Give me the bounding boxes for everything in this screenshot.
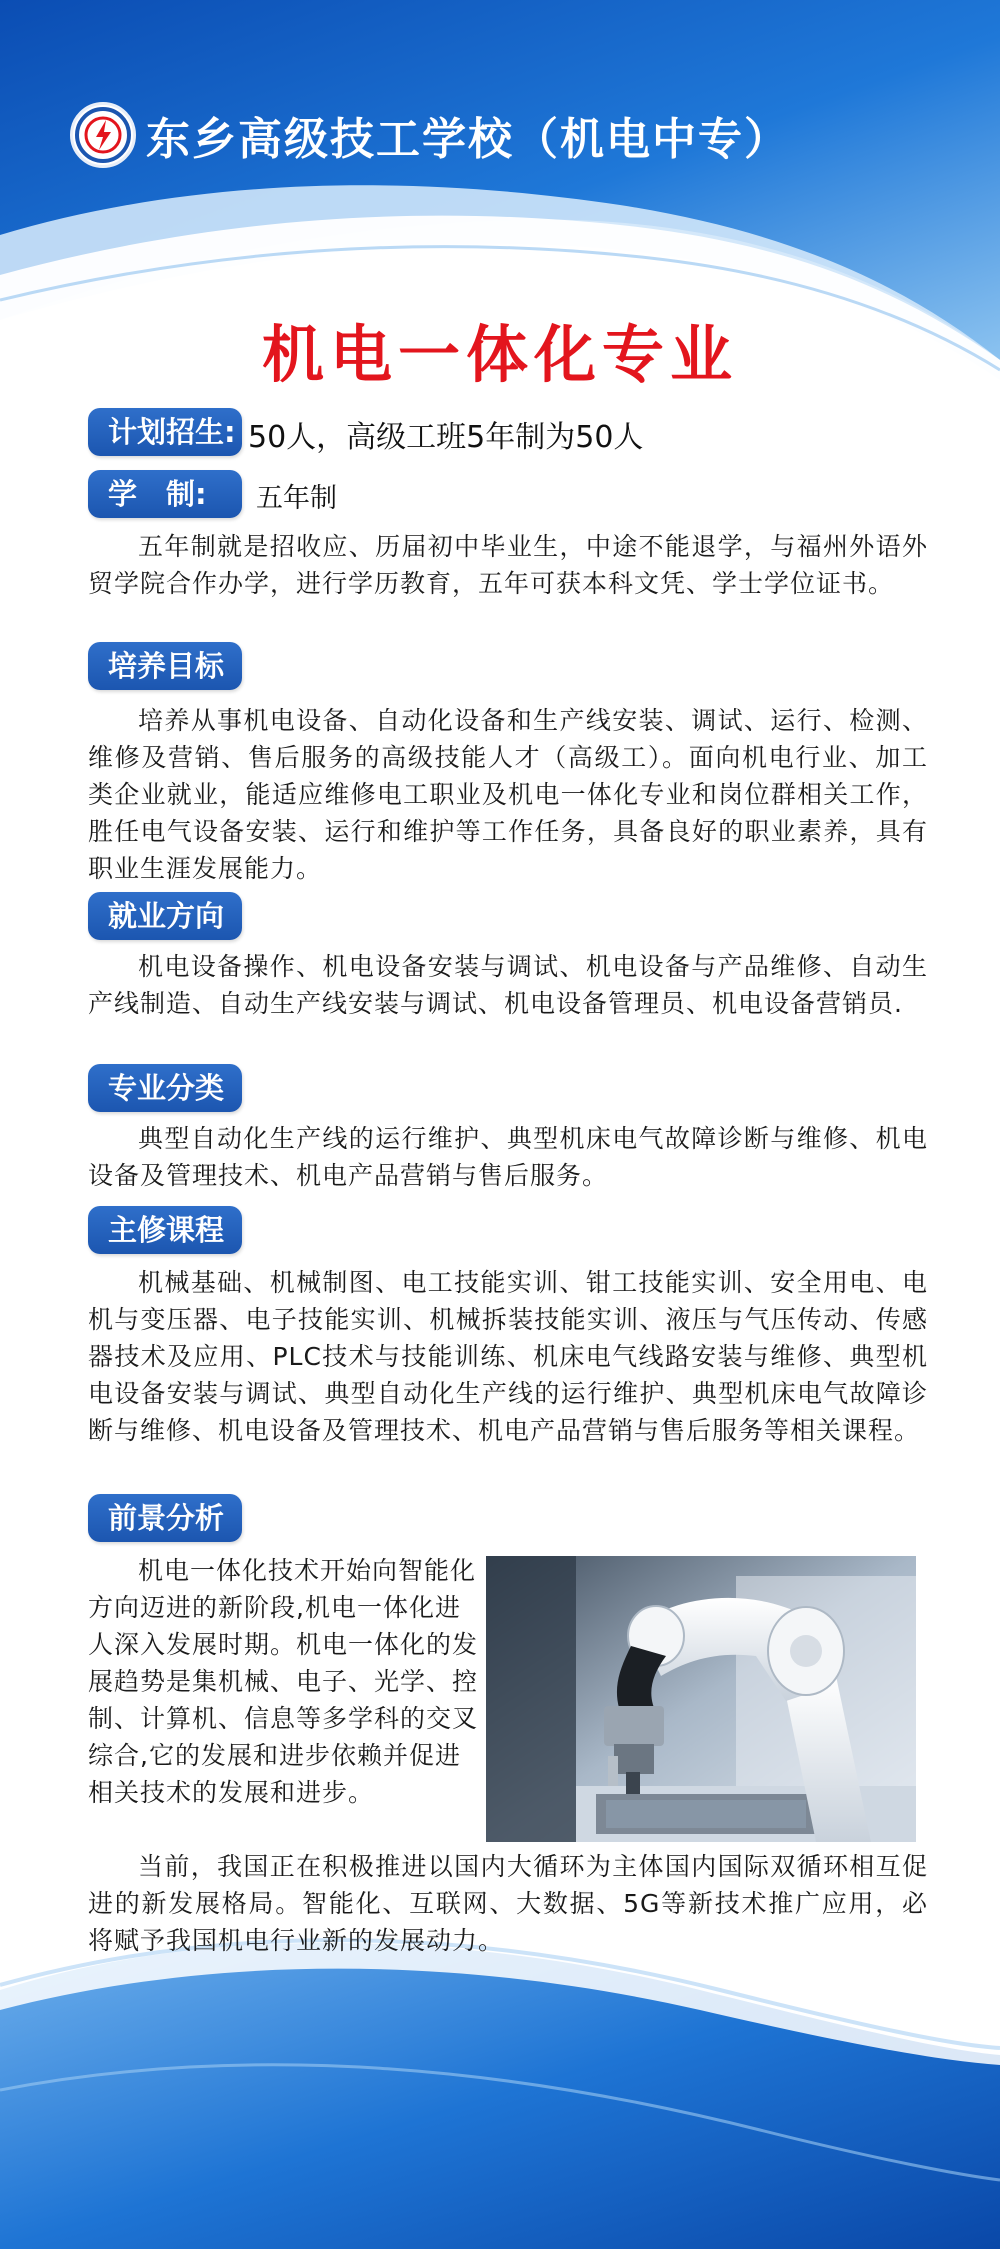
employment-heading: 就业方向 bbox=[88, 892, 242, 940]
duration-description: 五年制就是招收应、历届初中毕业生，中途不能退学，与福州外语外贸学院合作办学，进行学历教育，五年可获本科文凭、学士学位证书。 bbox=[88, 532, 928, 598]
classification-heading: 专业分类 bbox=[88, 1064, 242, 1112]
duration-value: 五年制 bbox=[256, 483, 337, 514]
employment-text: 机电设备操作、机电设备安装与调试、机电设备与产品维修、自动生产线制造、自动生产线安装与调试、机电设备管理员、机电设备营销员. bbox=[88, 952, 928, 1018]
page-title: 机电一体化专业 bbox=[261, 318, 738, 391]
school-name: 东乡高级技工学校（机电中专） bbox=[146, 114, 790, 165]
header bbox=[70, 100, 790, 170]
courses-text: 机械基础、机械制图、电工技能实训、钳工技能实训、安全用电、电机与变压器、电子技能实训、机械拆装技能实训、液压与气压传动、传感器技术及应用、PLC技术与技能训练、机床电气线路安装与维修、典型机电设备安装与调试、典型自动化生产线的运行维护、典型机床电气故障诊断与维修、机电设备及管理技术、机电产品营销与售后服务等相关课程。 bbox=[88, 1268, 928, 1445]
robot-arm-image bbox=[486, 1556, 916, 1842]
courses-heading: 主修课程 bbox=[88, 1206, 242, 1254]
prospect-text-2: 当前，我国正在积极推进以国内大循环为主体国内国际双循环相互促进的新发展格局。智能化、互联网、大数据、5G等新技术推广应用，必将赋予我国机电行业新的发展动力。 bbox=[88, 1852, 928, 1955]
enrollment-value: 50人，高级工班5年制为50人 bbox=[248, 420, 644, 455]
classification-text: 典型自动化生产线的运行维护、典型机床电气故障诊断与维修、机电设备及管理技术、机电产品营销与售后服务。 bbox=[88, 1124, 928, 1190]
prospect-text-1: 机电一体化技术开始向智能化方向迈进的新阶段,机电一体化进人深入发展时期。机电一体化的发展趋势是集机械、电子、光学、控制、计算机、信息等多学科的交叉综合,它的发展和进步依赖并促进相关技术的发展和进步。 bbox=[88, 1556, 479, 1807]
goal-heading: 培养目标 bbox=[88, 642, 242, 690]
enrollment-label: 计划招生: bbox=[88, 408, 242, 456]
duration-label: 学 制: bbox=[88, 470, 242, 518]
prospect-heading: 前景分析 bbox=[88, 1494, 242, 1542]
school-emblem-icon bbox=[70, 102, 136, 168]
goal-text: 培养从事机电设备、自动化设备和生产线安装、调试、运行、检测、维修及营销、售后服务的高级技能人才（高级工）。面向机电行业、加工类企业就业，能适应维修电工职业及机电一体化专业和岗位群相关工作，胜任电气设备安装、运行和维护等工作任务，具备良好的职业素养，具有职业生涯发展能力。 bbox=[88, 706, 928, 883]
